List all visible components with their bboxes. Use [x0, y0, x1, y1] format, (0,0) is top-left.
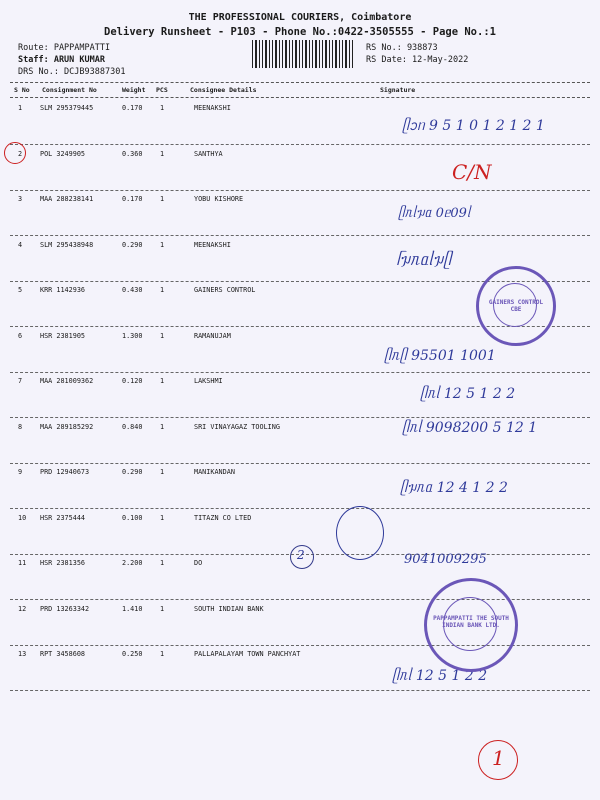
signature-13: ᥫᥰᥣ 12 5 1 2 2 — [392, 668, 488, 684]
row-pcs: 1 — [160, 559, 165, 567]
row-consignee: MEENAKSHI — [194, 104, 231, 112]
row-consignment: MAA 288238141 — [40, 195, 94, 203]
row-consignment: HSR 2381356 — [40, 559, 86, 567]
meta-right — [366, 42, 468, 66]
row-sno: 8 — [18, 422, 23, 431]
col-signature: Signature — [380, 86, 416, 94]
row-weight: 0.840 — [122, 422, 143, 431]
row-sno: 1 — [18, 104, 23, 112]
row-weight: 2.200 — [122, 559, 143, 567]
row-consignment: MAA 289185292 — [40, 422, 94, 431]
col-consignee: Consignee Details — [190, 86, 257, 94]
row-consignment: KRR 1142936 — [40, 286, 86, 294]
south-indian-bank-stamp — [424, 578, 518, 672]
row-pcs: 1 — [160, 377, 165, 385]
row-consignee: SOUTH INDIAN BANK — [194, 604, 264, 613]
row-consignee: RAMANUJAM — [194, 331, 231, 340]
row-pcs: 1 — [160, 604, 165, 613]
row-weight: 0.170 — [122, 195, 143, 203]
row-consignee: MEENAKSHI — [194, 240, 231, 249]
row-pcs: 1 — [160, 650, 165, 658]
header-bottom-rule — [10, 97, 590, 98]
row-weight: 0.430 — [122, 286, 143, 294]
barcode — [252, 40, 354, 68]
gainers-control-stamp — [476, 266, 556, 346]
col-pcs: PCS — [156, 86, 168, 94]
row-pcs: 1 — [160, 104, 165, 112]
company-name: THE PROFESSIONAL COURIERS, Coimbatore — [188, 12, 412, 23]
row-sno: 12 — [18, 604, 27, 613]
drs-label: DRS No.: DCJB93887301 — [18, 67, 126, 77]
row-consignee: GAINERS CONTROL — [194, 286, 256, 294]
row-consignment: PRD 12940673 — [40, 468, 90, 476]
row-pcs: 1 — [160, 468, 165, 476]
row-pcs: 1 — [160, 195, 165, 203]
signature-9: ᥫᥭᥰᥲ 12 4 1 2 2 — [400, 480, 508, 496]
row-consignment: PRD 13263342 — [40, 604, 90, 613]
table-row — [0, 468, 600, 512]
row-sno: 2 — [18, 149, 23, 158]
row-pcs: 1 — [160, 422, 165, 431]
row-pcs: 1 — [160, 513, 165, 522]
row-sno: 10 — [18, 513, 27, 522]
row-weight: 0.170 — [122, 104, 143, 112]
row-divider — [10, 144, 590, 145]
route-label: Route: PAPPAMPATTI — [18, 43, 111, 53]
col-consignment: Consignment No — [42, 86, 97, 94]
row-pcs: 1 — [160, 286, 165, 294]
gainers-stamp-text: GAINERS CONTROL CBE — [488, 299, 544, 313]
row-weight: 1.300 — [122, 331, 143, 340]
col-weight: Weight — [122, 86, 146, 94]
row-weight: 0.290 — [122, 468, 143, 476]
table-row — [0, 150, 600, 194]
handwritten-loop — [336, 506, 384, 560]
red-circle-row-2 — [4, 142, 26, 164]
row-consignment: MAA 281009362 — [40, 377, 94, 385]
row-divider — [10, 235, 590, 236]
row-consignee: SANTHYA — [194, 149, 223, 158]
signature-1: ᥫᩣᥒ 9 5 1 0 1 2 1 2 1 — [402, 118, 545, 134]
meta-left — [18, 42, 125, 78]
row-consignment: SLM 295438948 — [40, 240, 94, 249]
row-sno: 7 — [18, 377, 23, 385]
col-sno: S No — [14, 86, 30, 94]
signature-7: ᥫᥰᥣ 12 5 1 2 2 — [420, 386, 516, 402]
signature-6: ᥫᥰᥫ 95501 1001 — [384, 348, 496, 364]
row-sno: 5 — [18, 286, 23, 294]
row-consignment: HSR 2375444 — [40, 513, 86, 522]
row-consignee: MANIKANDAN — [194, 468, 235, 476]
row-divider — [10, 690, 590, 691]
signature-3: ᥫᥰᥣᥭᥲ 0ᥱ09ᥣ — [398, 206, 471, 221]
row-weight: 0.100 — [122, 513, 143, 522]
row-sno: 6 — [18, 331, 23, 340]
handwritten-2: 2 — [297, 548, 305, 562]
signature-4: ᥬᥭᥰᥲᥣᥭᥫ — [396, 250, 452, 269]
row-divider — [10, 463, 590, 464]
signature-8: ᥫᥰᥣ 9098200 5 12 1 — [402, 420, 538, 436]
table-row — [0, 650, 600, 694]
row-divider — [10, 508, 590, 509]
row-divider — [10, 417, 590, 418]
staff-label: Staff: ARUN KUMAR — [18, 55, 105, 65]
header-top-rule — [10, 82, 590, 83]
row-pcs: 1 — [160, 331, 165, 340]
rs-number: RS No.: 938873 — [366, 43, 438, 53]
row-sno: 4 — [18, 240, 23, 249]
row-weight: 0.360 — [122, 149, 143, 158]
row-consignment: RPT 3458608 — [40, 650, 86, 658]
cn-mark: C/N — [452, 160, 492, 184]
row-weight: 0.120 — [122, 377, 143, 385]
table-row — [0, 195, 600, 239]
row-divider — [10, 372, 590, 373]
row-sno: 13 — [18, 650, 27, 658]
red-page-mark: 1 — [492, 746, 505, 770]
row-sno: 11 — [18, 559, 27, 567]
row-consignee: TITAZN CO LTED — [194, 513, 252, 522]
row-sno: 3 — [18, 195, 23, 203]
row-divider — [10, 190, 590, 191]
row-weight: 0.250 — [122, 650, 143, 658]
signature-11: 9041009295 — [404, 552, 487, 567]
row-consignee: LAKSHMI — [194, 377, 223, 385]
row-consignee: YOBU KISHORE — [194, 195, 244, 203]
row-consignment: POL 3249905 — [40, 149, 86, 158]
rs-date: RS Date: 12-May-2022 — [366, 55, 469, 65]
table-header — [0, 84, 600, 98]
row-weight: 0.290 — [122, 240, 143, 249]
bank-stamp-text: PAPPAMPATTI THE SOUTH INDIAN BANK LTD. — [433, 615, 509, 629]
row-pcs: 1 — [160, 149, 165, 158]
row-consignee: DO — [194, 559, 203, 567]
row-consignee: SRI VINAYAGAZ TOOLING — [194, 422, 280, 431]
row-consignment: SLM 295379445 — [40, 104, 94, 112]
row-pcs: 1 — [160, 240, 165, 249]
runsheet-title: Delivery Runsheet - P103 - Phone No.:0422-3505555 - Page No.:1 — [104, 26, 496, 38]
row-consignee: PALLAPALAYAM TOWN PANCHYAT — [194, 650, 301, 658]
row-sno: 9 — [18, 468, 23, 476]
row-consignment: HSR 2381905 — [40, 331, 86, 340]
row-weight: 1.410 — [122, 604, 143, 613]
